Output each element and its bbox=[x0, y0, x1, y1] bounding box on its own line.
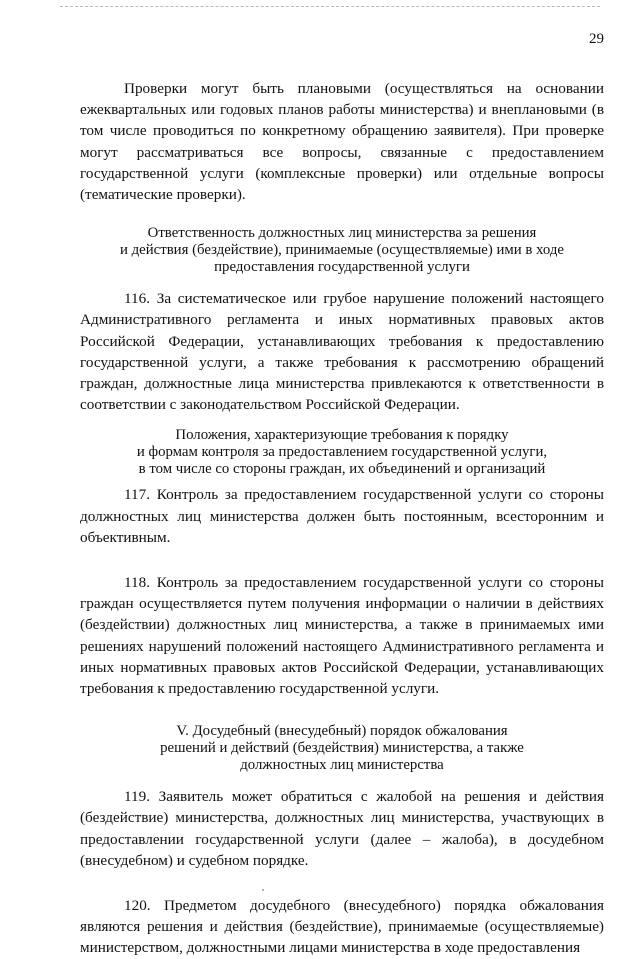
scan-top-edge bbox=[60, 6, 600, 7]
spacer bbox=[80, 276, 604, 288]
spacer bbox=[80, 871, 604, 895]
section-heading-control-provisions: Положения, характеризующие требования к порядку и формам контроля за предоставлением государственной услуги, в том числе со стороны граждан, их объединений и организаций bbox=[136, 427, 548, 478]
spacer bbox=[80, 205, 604, 225]
page-number: 29 bbox=[589, 31, 604, 47]
spacer bbox=[80, 415, 604, 427]
paragraph-inspections: Проверки могут быть плановыми (осуществляться на основании ежеквартальных или годовых планов работы министерства) и внеплановыми (в том числе проводиться по конкретному обращению заявителя). При проверке могут рассматриваться все вопросы, связанные с предоставлением государственной услуги (комплексные проверки) или отдельные вопросы (тематические проверки). bbox=[80, 80, 604, 204]
paragraph-117: 117. Контроль за предоставлением государственной услуги со стороны должностных лиц министерства должен быть постоянным, всесторонним и объективным. bbox=[80, 486, 604, 546]
spacer bbox=[80, 548, 604, 572]
document-body bbox=[80, 78, 604, 959]
paragraph-120: 120. Предметом досудебного (внесудебного) порядка обжалования являются решения и действия (бездействие), принимаемые (осуществляемые) министерством, должностными лицами министерства в ходе предоставления bbox=[80, 897, 604, 957]
section-heading-responsibility: Ответственность должностных лиц министерства за решения и действия (бездействие), принимаемые (осуществляемые) ими в ходе предоставления государственной услуги bbox=[120, 225, 564, 276]
paragraph-116: 116. За систематическое или грубое нарушение положений настоящего Административного регламента и иных нормативных правовых актов Российской Федерации, устанавливающих требования к предоставлению государственной услуги, а также требования к рассмотрению обращений граждан, должностные лица министерства привлекаются к ответственности в соответствии с законодательством Российской Федерации. bbox=[80, 290, 604, 414]
scan-speck bbox=[262, 889, 264, 891]
paragraph-118: 118. Контроль за предоставлением государственной услуги со стороны граждан осуществляется путем получения информации о наличии в действиях (бездействии) должностных лиц министерства, а также в принимаемых ими решениях нарушений положений настоящего Административного регламента и иных нормативных правовых актов Российской Федерации, устанавливающих требования к предоставлению государственной услуги. bbox=[80, 574, 604, 698]
spacer bbox=[80, 699, 604, 723]
chapter-heading-appeal: V. Досудебный (внесудебный) порядок обжалования решений и действий (бездействия) министерства, а также должностных лиц министерства bbox=[160, 723, 524, 774]
paragraph-119: 119. Заявитель может обратиться с жалобой на решения и действия (бездействие) министерства, должностных лиц министерства, участвующих в предоставлении государственной услуги (далее – жалоба), в досудебном (внесудебном) и судебном порядке. bbox=[80, 788, 604, 869]
spacer bbox=[80, 774, 604, 786]
